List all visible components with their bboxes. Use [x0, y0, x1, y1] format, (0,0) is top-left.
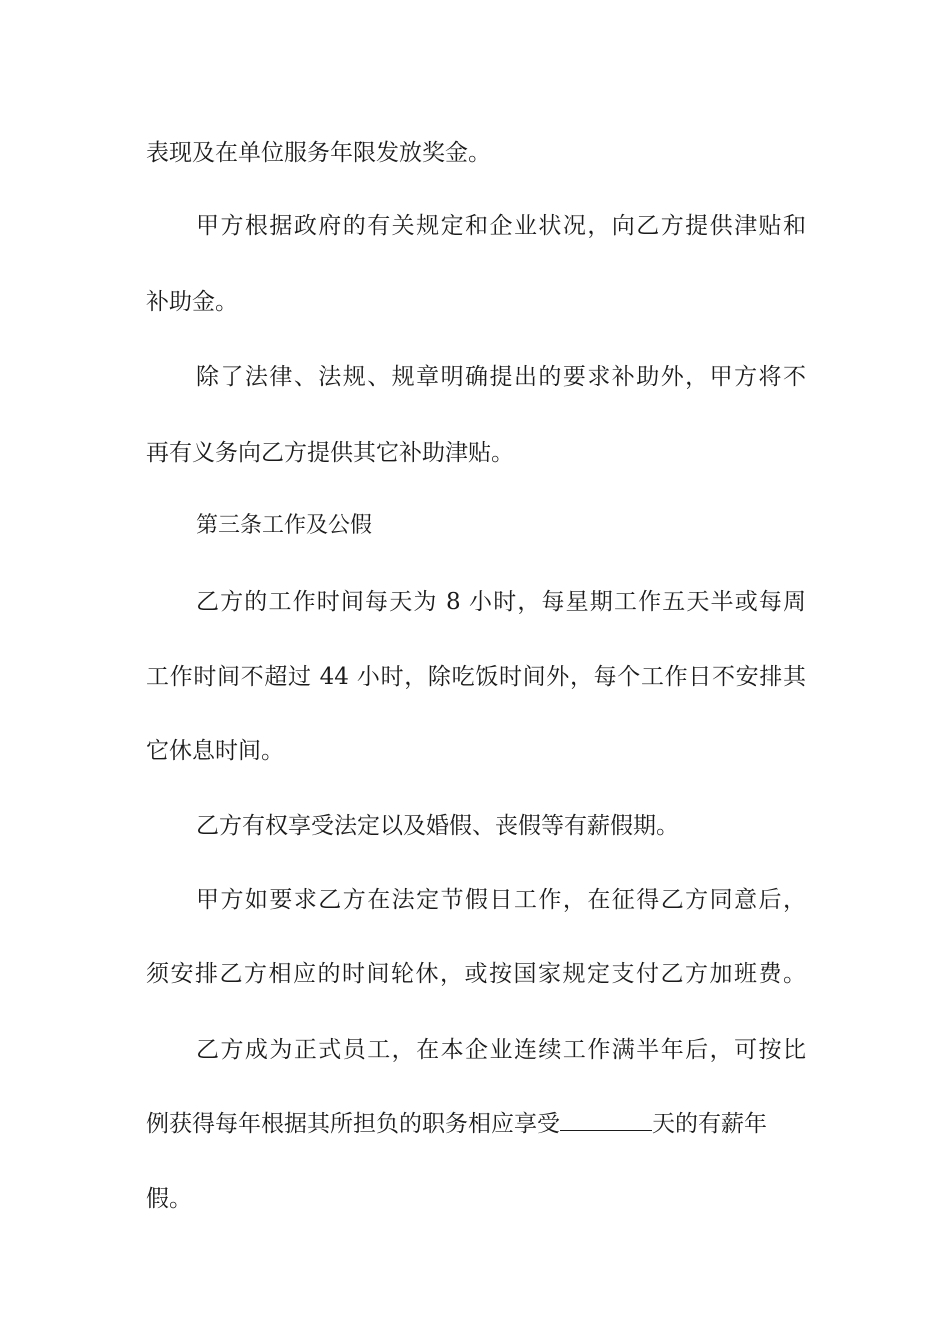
- paragraph-line: 乙方成为正式员工，在本企业连续工作满半年后，可按比: [196, 1037, 806, 1063]
- paragraph-line: 乙方有权享受法定以及婚假、丧假等有薪假期。: [196, 813, 679, 839]
- fill-in-blank: [560, 1110, 652, 1131]
- paragraph-line: 表现及在单位服务年限发放奖金。: [146, 140, 491, 166]
- paragraph-line: 再有义务向乙方提供其它补助津贴。: [146, 440, 514, 466]
- paragraph-line: 须安排乙方相应的时间轮休，或按国家规定支付乙方加班费。: [146, 961, 806, 987]
- section-heading: 第三条工作及公假: [196, 513, 373, 538]
- paragraph-line: 甲方如要求乙方在法定节假日工作，在征得乙方同意后，: [196, 887, 806, 913]
- paragraph-line: 甲方根据政府的有关规定和企业状况，向乙方提供津贴和: [196, 213, 806, 239]
- paragraph-line: 补助金。: [146, 289, 238, 315]
- paragraph-line: 假。: [146, 1186, 192, 1212]
- paragraph-line: 除了法律、法规、规章明确提出的要求补助外，甲方将不: [196, 364, 806, 390]
- paragraph-line: 乙方的工作时间每天为 8 小时，每星期工作五天半或每周: [196, 589, 806, 615]
- text-after-blank: 天的有薪年: [652, 1111, 767, 1137]
- paragraph-line: [146, 1107, 806, 1141]
- paragraph-line: 工作时间不超过 44 小时，除吃饭时间外，每个工作日不安排其: [146, 664, 806, 690]
- text-before-blank: 例获得每年根据其所担负的职务相应享受: [146, 1111, 560, 1137]
- paragraph-line: 它休息时间。: [146, 738, 284, 764]
